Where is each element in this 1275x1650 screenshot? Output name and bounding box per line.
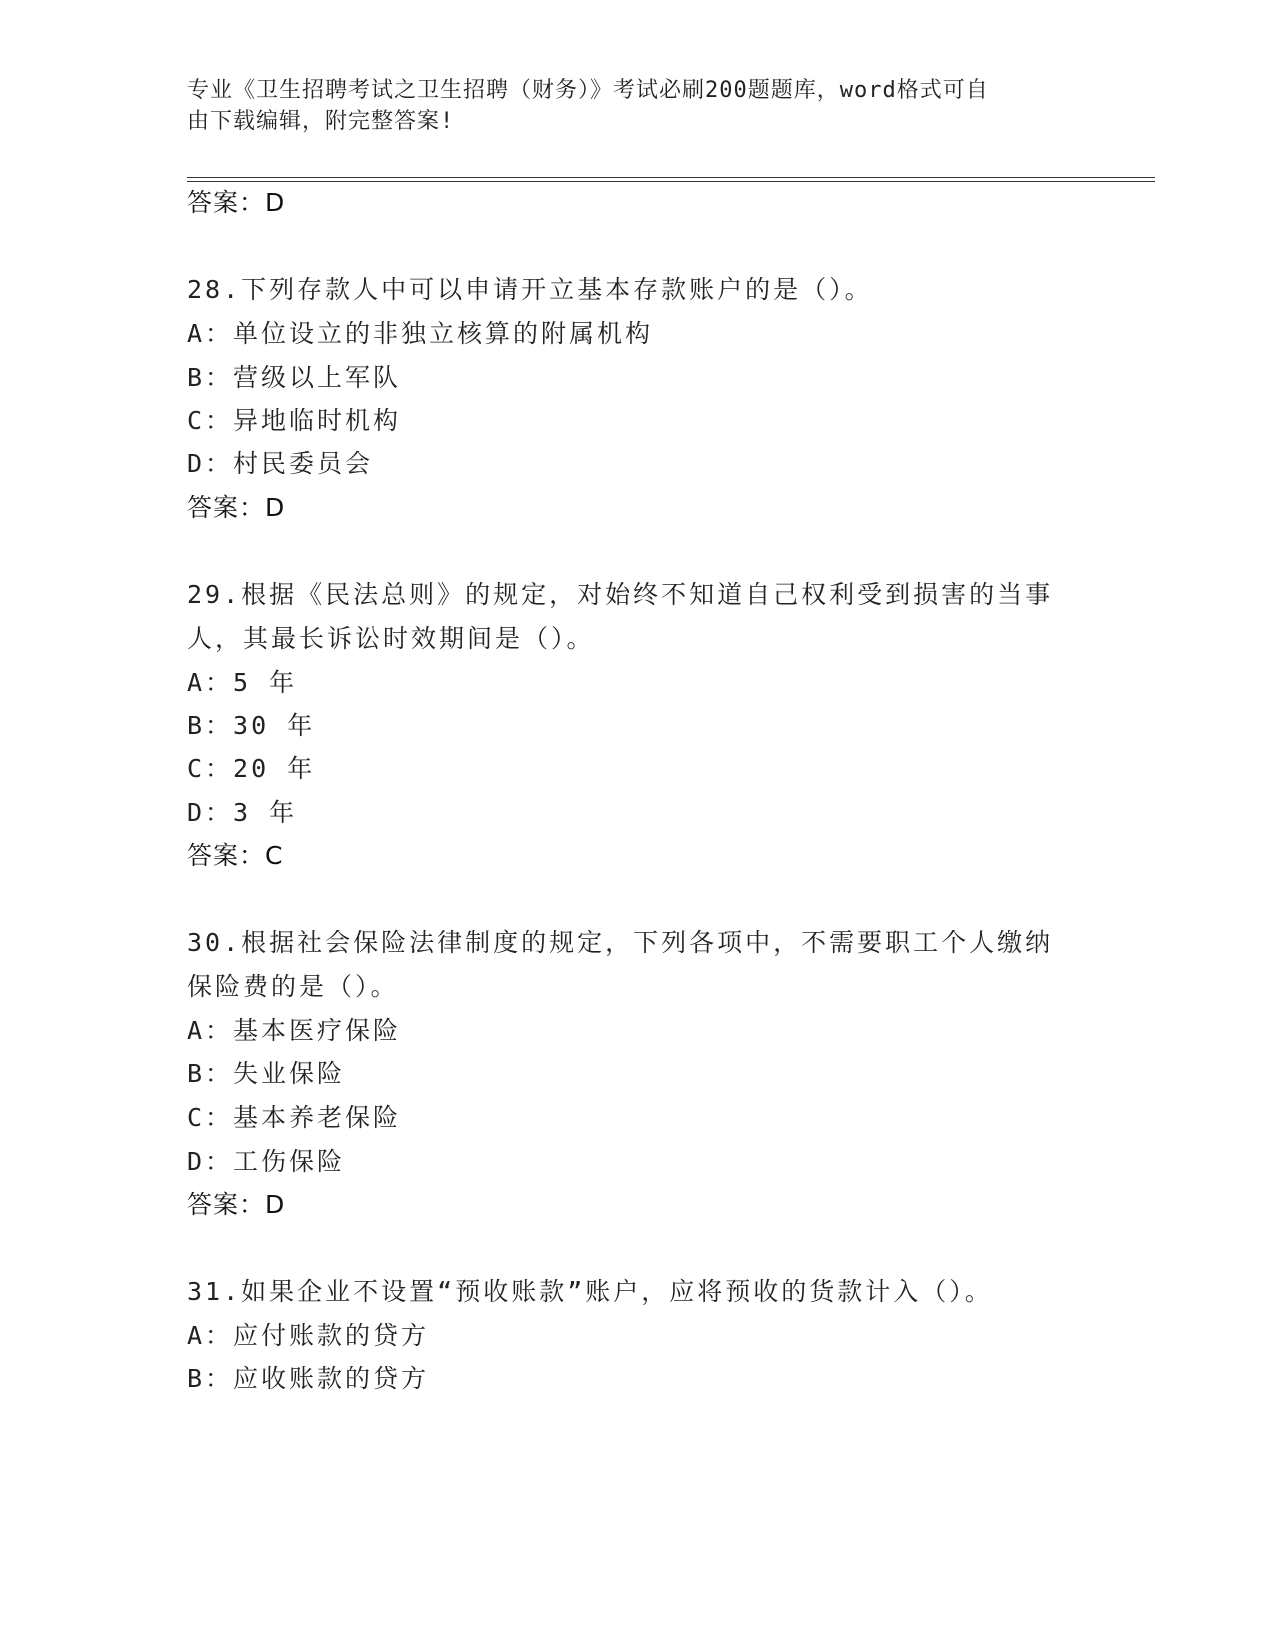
question-28-option-a: A：单位设立的非独立核算的附属机构 [187,319,654,348]
document-header [187,75,1067,137]
question-30-stem-line-1: 30.根据社会保险法律制度的规定，下列各项中，不需要职工个人缴纳 [187,928,1054,957]
question-29-option-a: A：5 年 [187,668,298,697]
header-line-1: 专业《卫生招聘考试之卫生招聘（财务）》考试必刷200题题库，word格式可自 [187,78,989,103]
header-divider-bottom [187,181,1155,182]
question-30-option-b: B：失业保险 [187,1059,346,1088]
previous-answer: 答案：D [187,188,286,217]
question-31-stem: 31.如果企业不设置“预收账款”账户，应将预收的货款计入（）。 [187,1277,993,1306]
question-28-option-b: B：营级以上军队 [187,363,402,392]
question-29-stem-line-1: 29.根据《民法总则》的规定，对始终不知道自己权利受到损害的当事 [187,580,1054,609]
question-29-stem-line-2: 人，其最长诉讼时效期间是（）。 [187,624,595,653]
question-28-stem: 28.下列存款人中可以申请开立基本存款账户的是（）。 [187,275,873,304]
question-30-answer: 答案：D [187,1190,286,1219]
question-29-option-c: C：20 年 [187,754,316,783]
header-divider-top [187,177,1155,178]
question-28-option-d: D：村民委员会 [187,449,374,478]
question-29-option-b: B：30 年 [187,711,316,740]
question-30-option-c: C：基本养老保险 [187,1103,402,1132]
question-30-option-d: D：工伤保险 [187,1147,346,1176]
question-30-option-a: A：基本医疗保险 [187,1016,402,1045]
question-29-answer: 答案：C [187,841,284,870]
header-line-2: 由下载编辑，附完整答案! [187,109,455,134]
question-29-option-d: D：3 年 [187,798,298,827]
question-30-stem-line-2: 保险费的是（）。 [187,972,399,1001]
question-28-answer: 答案：D [187,493,286,522]
question-31-option-a: A：应付账款的贷方 [187,1321,430,1350]
question-28-option-c: C：异地临时机构 [187,406,402,435]
question-31-option-b: B：应收账款的贷方 [187,1364,430,1393]
